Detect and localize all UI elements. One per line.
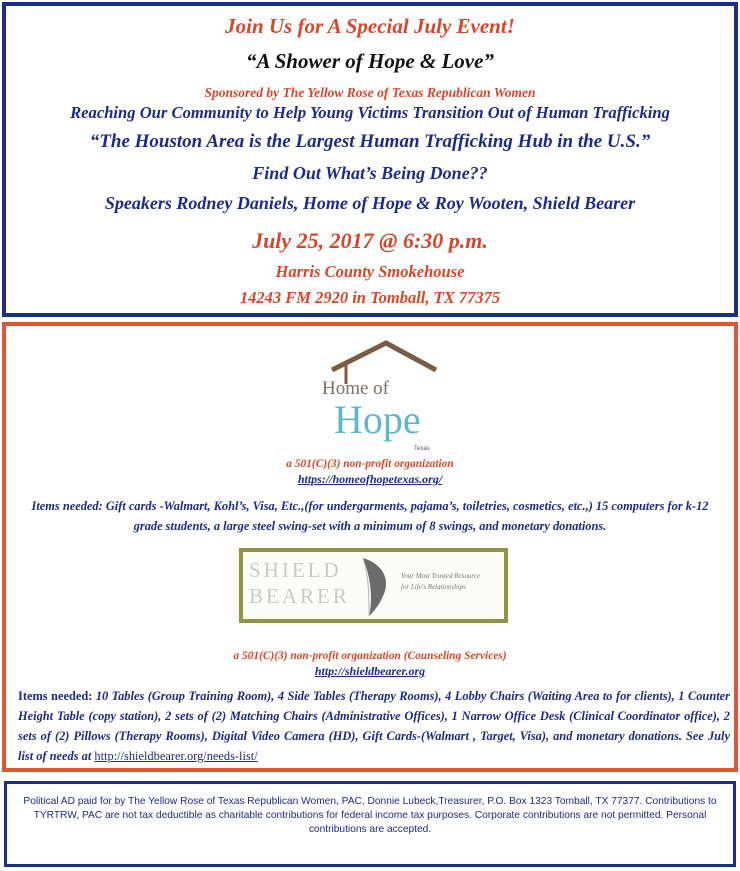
items-needed-text: 10 Tables (Group Training Room), 4 Side Tables (Therapy Rooms), 4 Lobby Chairs (Waiting Area to for clients), 1 Counter Height Table (copy station), 2 sets of (2) Matching Chairs (Administrative Offices), 1 Narrow Office Desk (Clinical Coordinator office), 2 sets of (2) Pillows (Therapy Rooms), Digital Video Camera (HD), Gift Cards-(Walmart , Target, Visa), and monetary donations. See July list of needs at: [18, 689, 730, 763]
needs-list-link[interactable]: http://shieldbearer.org/needs-list/: [94, 749, 258, 763]
political-ad-disclaimer: Political AD paid for by The Yellow Rose of Texas Republican Women, PAC, Donnie Lubeck,Treasurer, P.O. Box 1323 Tomball, TX 77377. Contributions to TYRTRW, PAC are not tax deductible as charitable contributions for federal income tax purposes. Corporate contributions are not permitted. Personal contributions are accepted.: [23, 796, 717, 835]
logo-home-of-text: Home of: [322, 378, 390, 399]
venue-address: 14243 FM 2920 in Tomball, TX 77375: [239, 288, 501, 307]
logo-tagline-2: for Life's Relationships: [401, 583, 466, 591]
home-of-hope-org-type: a 501(C)(3) non-profit organization: [286, 458, 454, 470]
logo-texas-tag: Texas: [414, 446, 430, 452]
organizations-box: [2, 322, 738, 772]
event-title: Join Us for A Special July Event!: [225, 14, 515, 38]
logo-hope-text: Hope: [334, 397, 421, 442]
logo-tagline-1: Your Most Trusted Resource: [401, 572, 481, 580]
sponsor-line: Sponsored by The Yellow Rose of Texas Republican Women: [204, 85, 536, 100]
mission-line: Reaching Our Community to Help Young Victims Transition Out of Human Trafficking: [70, 103, 670, 122]
quote-line: “The Houston Area is the Largest Human Trafficking Hub in the U.S.”: [89, 131, 651, 152]
speakers-line: Speakers Rodney Daniels, Home of Hope & Roy Wooten, Shield Bearer: [104, 193, 636, 213]
shield-icon: [357, 556, 397, 618]
items-needed-label: Items needed:: [18, 689, 93, 703]
event-header-box: [2, 2, 738, 317]
shield-bearer-logo: [239, 548, 508, 623]
event-date-time: July 25, 2017 @ 6:30 p.m.: [252, 228, 488, 253]
political-ad-disclaimer-box: [4, 781, 736, 867]
question-line: Find Out What’s Being Done??: [252, 163, 488, 183]
home-of-hope-logo: [318, 340, 448, 458]
logo-bearer-text: BEARER: [249, 584, 350, 608]
event-name: “A Shower of Hope & Love”: [246, 49, 494, 73]
shield-bearer-url[interactable]: http://shieldbearer.org: [314, 664, 426, 678]
logo-shield-text: SHIELD: [249, 558, 342, 582]
shield-bearer-org-type: a 501(C)(3) non-profit organization (Counseling Services): [233, 650, 507, 662]
venue-name: Harris County Smokehouse: [275, 262, 465, 281]
shield-bearer-items-needed: [18, 686, 730, 766]
home-of-hope-url[interactable]: https://homeofhopetexas.org/: [297, 472, 443, 486]
home-of-hope-items-needed: Items needed: Gift cards -Walmart, Kohl’s, Visa, Etc.,(for undergarments, pajama’s, toiletries, cosmetics, etc.,) 15 computers for k-12 grade students, a large steel swing-set with a minimum of 8 swings, and monetary donations.: [31, 499, 709, 533]
